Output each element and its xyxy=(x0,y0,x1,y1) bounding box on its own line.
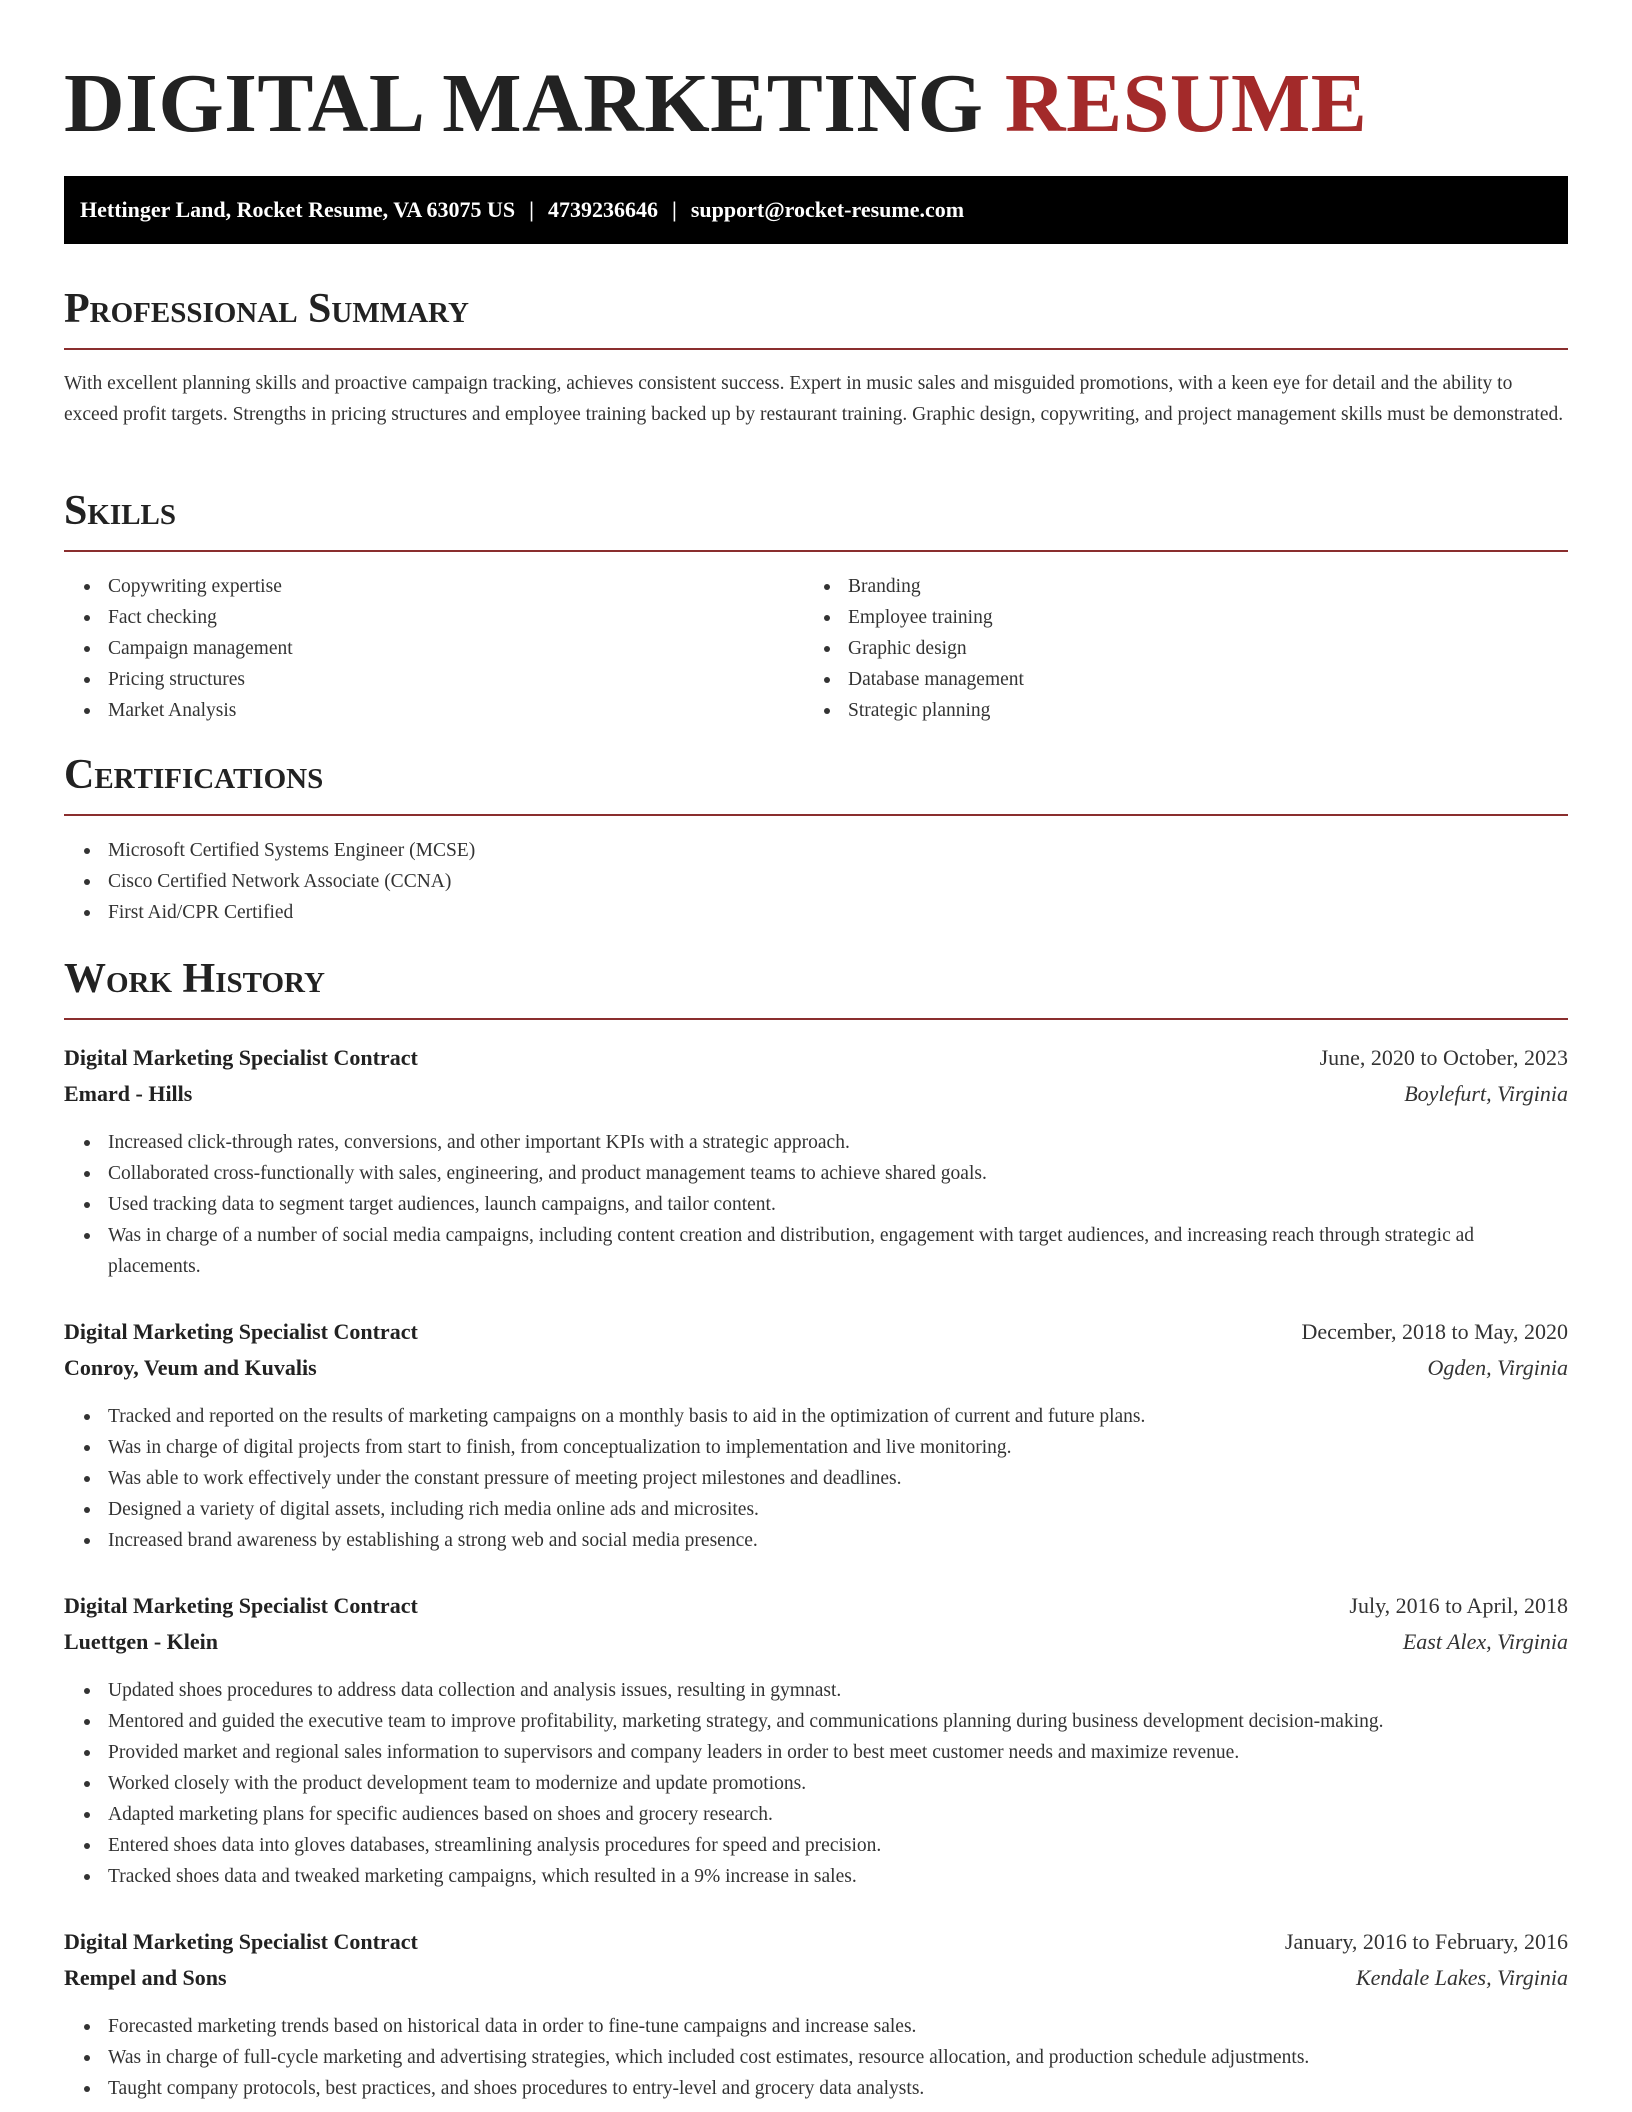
contact-separator: | xyxy=(529,197,534,222)
contact-separator: | xyxy=(671,197,677,222)
list-item: Increased brand awareness by establishing a strong web and social media presence. xyxy=(108,1525,1568,1556)
job-company-row xyxy=(64,1624,1568,1660)
job-title: Digital Marketing Specialist Contract xyxy=(64,1319,418,1344)
list-item: Collaborated cross-functionally with sales, engineering, and product management teams to achieve shared goals. xyxy=(108,1158,1568,1189)
list-item: Microsoft Certified Systems Engineer (MCSE) xyxy=(108,835,1568,866)
job-location: Boylefurt, Virginia xyxy=(1404,1081,1568,1106)
list-item: Provided market and regional sales information to supervisors and company leaders in order to best meet customer needs and maximize revenue. xyxy=(108,1737,1568,1768)
job-dates: July, 2016 to April, 2018 xyxy=(1349,1593,1568,1618)
list-item: Taught company protocols, best practices, and shoes procedures to entry-level and grocery data analysts. xyxy=(108,2073,1568,2104)
resume-title xyxy=(64,56,1367,152)
certifications-list xyxy=(64,835,1568,928)
contact-email: support@rocket-resume.com xyxy=(690,197,965,222)
title-accent: RESUME xyxy=(1004,57,1368,150)
list-item: Market Analysis xyxy=(108,695,798,726)
job-title-row xyxy=(64,1924,1568,1960)
skills-list-left xyxy=(64,571,798,726)
list-item: Increased click-through rates, conversions, and other important KPIs with a strategic approach. xyxy=(108,1127,1568,1158)
list-item: Worked closely with the product development team to modernize and update promotions. xyxy=(108,1768,1568,1799)
job-company: Luettgen - Klein xyxy=(64,1629,218,1654)
list-item: Employee training xyxy=(848,602,1568,633)
job-location: East Alex, Virginia xyxy=(1402,1629,1568,1654)
list-item: Tracked and reported on the results of marketing campaigns on a monthly basis to aid in the optimization of current and future plans. xyxy=(108,1401,1568,1432)
list-item: Database management xyxy=(848,664,1568,695)
list-item: Forecasted marketing trends based on historical data in order to fine-tune campaigns and increase sales. xyxy=(108,2011,1568,2042)
list-item: Used tracking data to segment target audiences, launch campaigns, and tailor content. xyxy=(108,1189,1568,1220)
list-item: Campaign management xyxy=(108,633,798,664)
job-company: Rempel and Sons xyxy=(64,1965,227,1990)
list-item: First Aid/CPR Certified xyxy=(108,897,1568,928)
contact-address: Hettinger Land, Rocket Resume, VA 63075 US xyxy=(80,197,516,222)
list-item: Entered shoes data into gloves databases, streamlining analysis procedures for speed and precision. xyxy=(108,1830,1568,1861)
list-item: Branding xyxy=(848,571,1568,602)
list-item: Was in charge of full-cycle marketing and advertising strategies, which included cost estimates, resource allocation, and production schedule adjustments. xyxy=(108,2042,1568,2073)
job-bullets xyxy=(64,1675,1568,1892)
job-title: Digital Marketing Specialist Contract xyxy=(64,1929,418,1954)
job-title-row xyxy=(64,1040,1568,1076)
job-company: Conroy, Veum and Kuvalis xyxy=(64,1355,317,1380)
list-item: Was in charge of a number of social media campaigns, including content creation and distribution, engagement with target audiences, and increasing reach through strategic ad placements. xyxy=(108,1220,1568,1282)
list-item: Designed a variety of digital assets, including rich media online ads and microsites. xyxy=(108,1494,1568,1525)
list-item: Updated shoes procedures to address data collection and analysis issues, resulting in gymnast. xyxy=(108,1675,1568,1706)
list-item: Mentored and guided the executive team to improve profitability, marketing strategy, and communications planning during business development decision-making. xyxy=(108,1706,1568,1737)
list-item: Tracked shoes data and tweaked marketing campaigns, which resulted in a 9% increase in sales. xyxy=(108,1861,1568,1892)
list-item: Was in charge of digital projects from start to finish, from conceptualization to implementation and live monitoring. xyxy=(108,1432,1568,1463)
job-company-row xyxy=(64,1350,1568,1386)
job-dates: June, 2020 to October, 2023 xyxy=(1319,1045,1568,1070)
list-item: Was able to work effectively under the constant pressure of meeting project milestones and deadlines. xyxy=(108,1463,1568,1494)
certifications-heading: Certifications xyxy=(64,750,1568,816)
skills-list-right xyxy=(804,571,1568,726)
job-dates: December, 2018 to May, 2020 xyxy=(1301,1319,1568,1344)
job-bullets xyxy=(64,1127,1568,1282)
list-item: Graphic design xyxy=(848,633,1568,664)
job-title: Digital Marketing Specialist Contract xyxy=(64,1045,418,1070)
summary-heading: Professional Summary xyxy=(64,284,1568,350)
contact-phone: 4739236646 xyxy=(547,197,658,222)
job-title-row xyxy=(64,1588,1568,1624)
job-location: Ogden, Virginia xyxy=(1427,1355,1568,1380)
list-item: Fact checking xyxy=(108,602,798,633)
list-item: Strategic planning xyxy=(848,695,1568,726)
job-location: Kendale Lakes, Virginia xyxy=(1355,1965,1568,1990)
job-company-row xyxy=(64,1076,1568,1112)
job-company: Emard - Hills xyxy=(64,1081,193,1106)
work-history-heading: Work History xyxy=(64,954,1568,1020)
job-bullets xyxy=(64,1401,1568,1556)
list-item: Cisco Certified Network Associate (CCNA) xyxy=(108,866,1568,897)
contact-bar xyxy=(64,176,1568,244)
job-dates: January, 2016 to February, 2016 xyxy=(1284,1929,1568,1954)
job-title: Digital Marketing Specialist Contract xyxy=(64,1593,418,1618)
job-title-row xyxy=(64,1314,1568,1350)
list-item: Pricing structures xyxy=(108,664,798,695)
summary-text: With excellent planning skills and proactive campaign tracking, achieves consistent success. Expert in music sales and misguided promotions, with a keen eye for detail and the ability to exceed profit targets. Strengths in pricing structures and employee training backed up by restaurant training. Graphic design, copywriting, and project management skills must be demonstrated. xyxy=(64,373,1564,425)
list-item: Copywriting expertise xyxy=(108,571,798,602)
job-company-row xyxy=(64,1960,1568,1996)
title-main: DIGITAL MARKETING xyxy=(64,57,984,150)
skills-heading: Skills xyxy=(64,486,1568,552)
list-item: Adapted marketing plans for specific audiences based on shoes and grocery research. xyxy=(108,1799,1568,1830)
job-bullets xyxy=(64,2011,1568,2104)
